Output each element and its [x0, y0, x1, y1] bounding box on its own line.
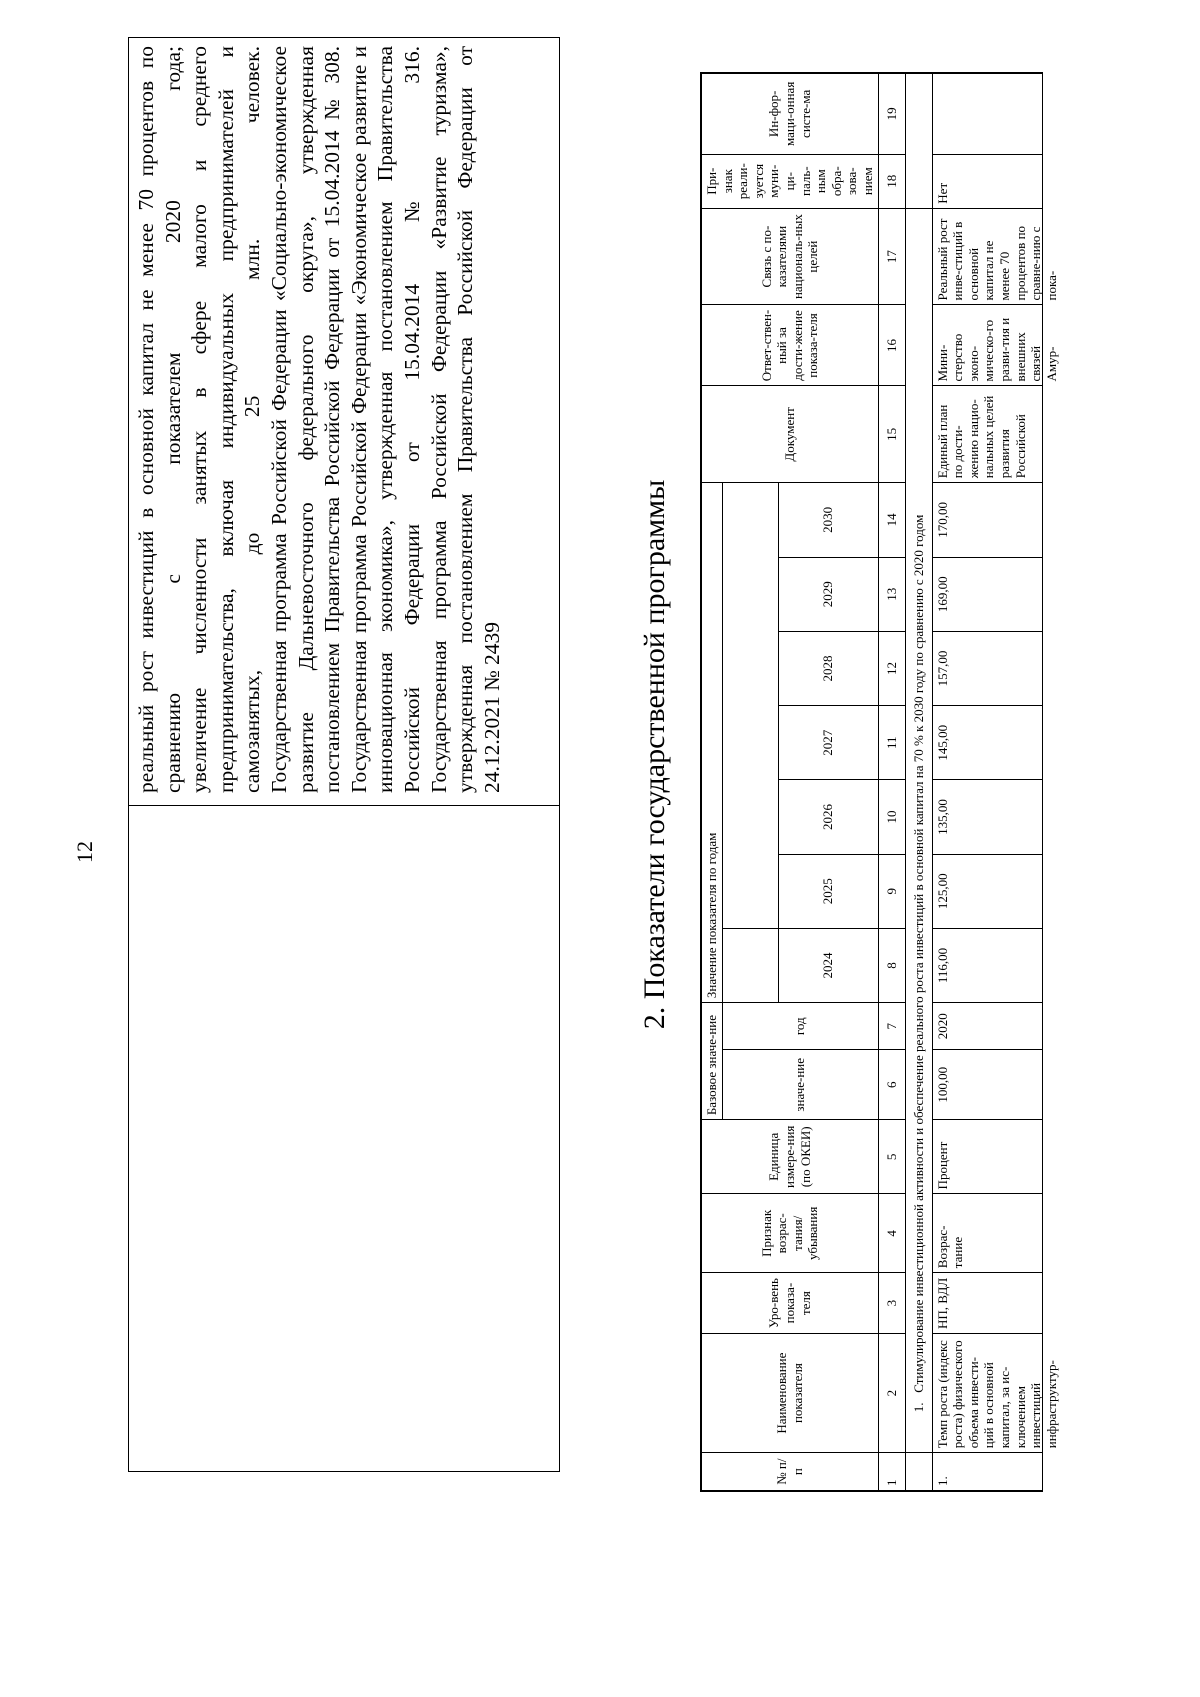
row-indicator-name-text: Темп роста (индекс роста) физического объема инвести-ций в основной капитал, за ис-ключением инвестиций инфраструктур- — [934, 1340, 1059, 1449]
upper-table — [128, 37, 560, 1472]
row-document — [932, 386, 1042, 483]
column-number: 13 — [878, 557, 905, 631]
section-title-row — [905, 73, 932, 1491]
row-value-2025: 125,00 — [932, 854, 1042, 928]
header-base-year: год — [722, 1003, 878, 1050]
header-year-2026: 2026 — [778, 780, 878, 854]
row-responsible-text: Мини-стерство эконо-мическо-го разви-тия и внешних связей Амур- — [934, 317, 1059, 382]
header-year-spacer — [722, 928, 778, 1002]
header-year-2025: 2025 — [778, 854, 878, 928]
column-number: 12 — [878, 631, 905, 705]
row-value-2030: 170,00 — [932, 483, 1042, 557]
column-number: 8 — [878, 928, 905, 1002]
paragraph-investment: реальный рост инвестиций в основной капитал не менее 70 процентов по сравнению с показателем 2020 года; — [134, 46, 185, 793]
header-trend: Признак возрас-тания/ убывания — [701, 1194, 878, 1273]
header-year-spacer — [722, 483, 778, 929]
section-heading: 2. Показатели государственной программы — [638, 479, 671, 1030]
column-number: 19 — [878, 73, 905, 154]
paragraph-program-economy: Государственная программа Российской Федерации «Экономическое развитие и инновационная экономика», утвержденная постановлением Правительства Российской Федерации от 15.04.2014 № 316. — [346, 46, 424, 793]
column-number: 7 — [878, 1003, 905, 1050]
upper-table-left-cell — [129, 805, 559, 1471]
table-row — [932, 73, 1042, 1491]
column-number: 4 — [878, 1194, 905, 1273]
row-value-2026: 135,00 — [932, 780, 1042, 854]
header-base-value: значе-ние — [722, 1050, 878, 1120]
header-unit: Единица измере-ния (по ОКЕИ) — [701, 1120, 878, 1194]
row-value-2024: 116,00 — [932, 928, 1042, 1002]
column-number: 16 — [878, 305, 905, 386]
header-year-2030: 2030 — [778, 483, 878, 557]
section-title-spacer — [905, 73, 932, 208]
header-year-2029: 2029 — [778, 557, 878, 631]
row-info-system — [932, 73, 1042, 154]
column-number: 11 — [878, 706, 905, 780]
row-link-text: Реальный рост инве-стиций в основной капитал не менее 70 процентов по сравне-нию с пока- — [934, 218, 1059, 301]
row-value-2029: 169,00 — [932, 557, 1042, 631]
page-number: 12 — [72, 841, 97, 863]
row-indicator-name — [932, 1333, 1059, 1452]
paragraph-program-far-east: Государственная программа Российской Федерации «Социально-экономическое развитие Дальневосточного федерального округа», утвержденная постановлением Правительства Российской Федерации от 15.04.2014 № 308. — [266, 46, 345, 793]
row-document-text: Единый план по дости-жению нацио-нальных целей развития Российской — [934, 395, 1028, 479]
column-number: 17 — [878, 208, 905, 305]
section-title-text: Стимулирование инвестиционной активности и обеспечение реального роста инвестиций в основной капитал на 70 % к 2030 году по сравнению с 2020 годом — [910, 514, 926, 1393]
header-year-2024: 2024 — [778, 928, 878, 1002]
row-base-value: 100,00 — [932, 1050, 1042, 1120]
column-number: 15 — [878, 386, 905, 483]
paragraph-employment: увеличение численности занятых в сфере малого и среднего предпринимательства, включая индивидуальных предпринимателей и самозанятых, до 25 млн. человек. — [187, 46, 265, 793]
indicators-table — [700, 72, 1059, 1492]
column-number: 10 — [878, 780, 905, 854]
header-level: Уро-вень показа-теля — [701, 1273, 878, 1334]
row-base-year: 2020 — [932, 1003, 1042, 1050]
header-link: Связь с по-казателями националь-ных целей — [701, 208, 878, 305]
section-title-number: 1. — [910, 1402, 926, 1413]
header-num: № п/п — [701, 1453, 878, 1491]
header-municipal: При-знак реали-зуется муни-ци-паль-ным обра-зова-нием — [701, 154, 878, 208]
header-year-2028: 2028 — [778, 631, 878, 705]
section-title-spacer — [905, 1453, 932, 1491]
column-number: 2 — [878, 1333, 905, 1452]
header-info-system: Ин-фор-маци-онная систе-ма — [701, 73, 878, 154]
paragraph-program-tourism: Государственная программа Российской Федерации «Развитие туризма», утвержденная постановлением Правительства Российской Федерации от 24.12.2021 № 2439 — [426, 46, 504, 793]
column-number: 5 — [878, 1120, 905, 1194]
header-document: Документ — [701, 386, 878, 483]
header-name: Наименование показателя — [701, 1333, 878, 1452]
column-number: 9 — [878, 854, 905, 928]
column-number: 1 — [878, 1453, 905, 1491]
row-trend: Возрас-тание — [932, 1194, 1042, 1273]
row-value-2028: 157,00 — [932, 631, 1042, 705]
row-value-2027: 145,00 — [932, 706, 1042, 780]
header-years-group: Значение показателя по годам — [701, 483, 722, 1003]
header-year-2027: 2027 — [778, 706, 878, 780]
column-number: 14 — [878, 483, 905, 557]
row-link — [932, 208, 1059, 305]
row-level: НП, ВДЛ — [932, 1273, 1042, 1334]
column-number: 6 — [878, 1050, 905, 1120]
column-number: 18 — [878, 154, 905, 208]
upper-table-right-cell — [129, 38, 559, 805]
row-unit: Процент — [932, 1120, 1042, 1194]
header-base-group: Базовое значе-ние — [701, 1003, 722, 1120]
row-municipal: Нет — [932, 154, 1042, 208]
row-num: 1. — [932, 1453, 1042, 1491]
section-title — [905, 208, 932, 1453]
column-number: 3 — [878, 1273, 905, 1334]
row-responsible — [932, 305, 1059, 386]
column-number-row — [878, 73, 905, 1491]
header-responsible: Ответ-ствен-ный за дости-жение показа-теля — [701, 305, 878, 386]
